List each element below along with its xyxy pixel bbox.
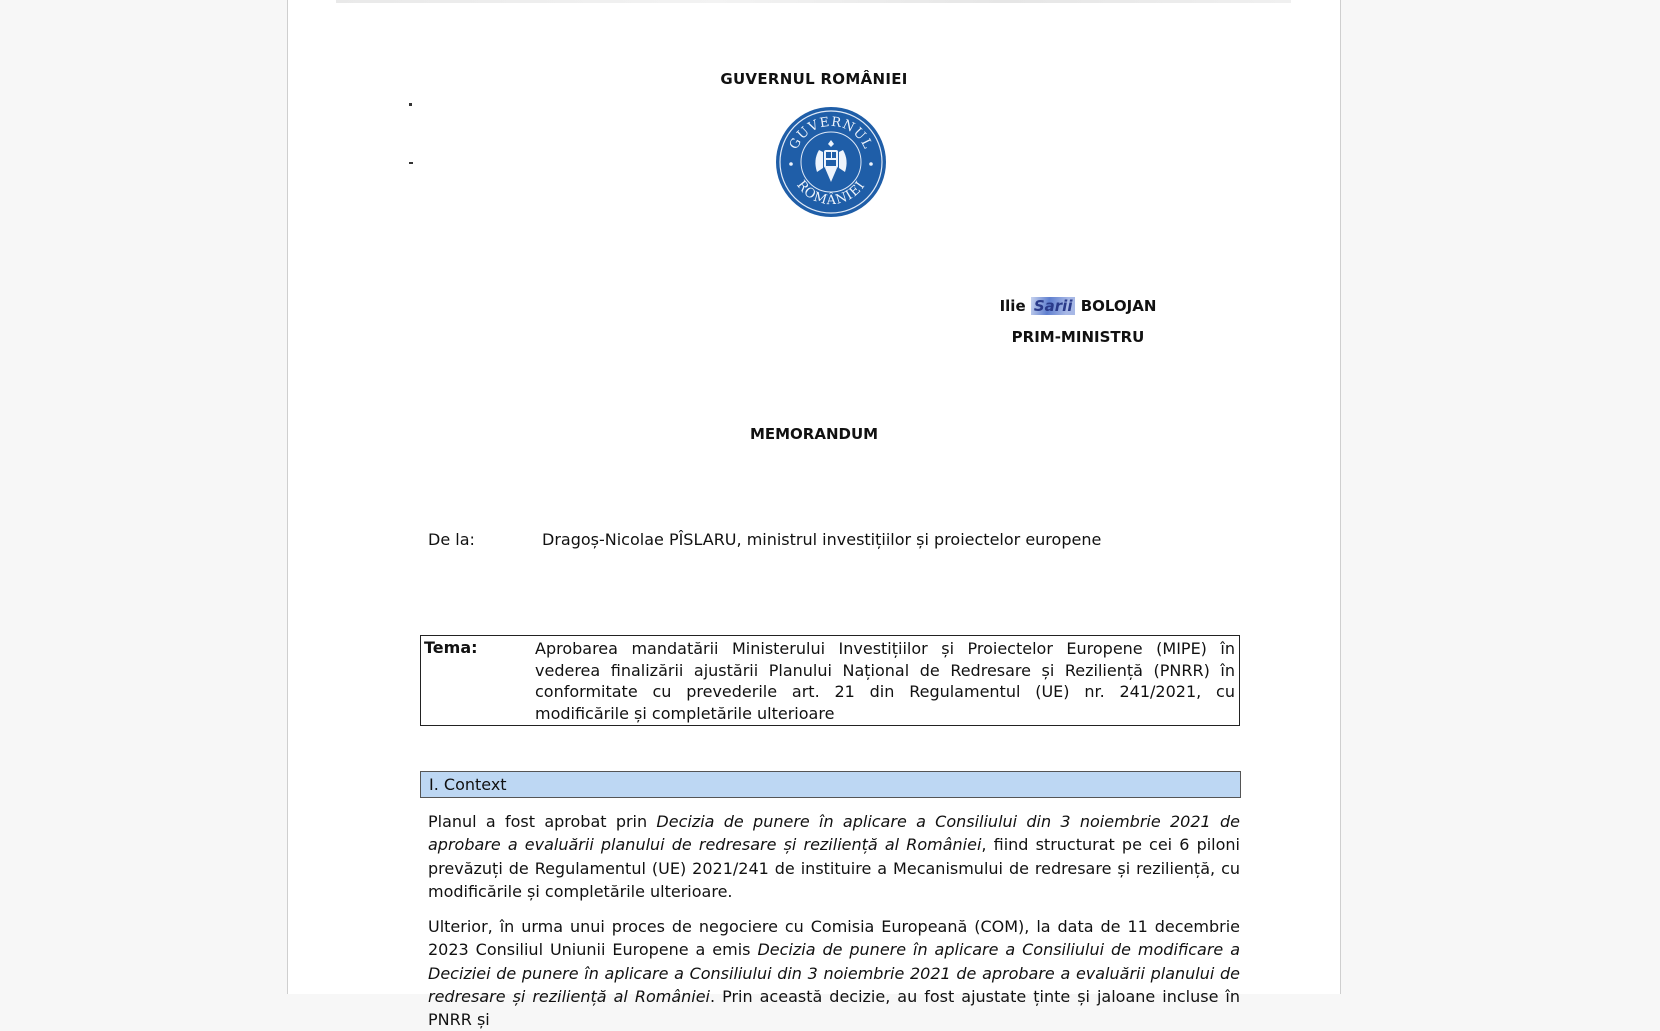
- section-header-context: [420, 771, 1241, 798]
- from-value: Dragoș-Nicolae PÎSLARU, ministrul investițiilor și proiectelor europene: [542, 530, 1102, 549]
- svg-text:GUVERNUL: GUVERNUL: [786, 114, 876, 152]
- government-header: GUVERNUL ROMÂNIEI: [720, 70, 908, 88]
- signatory-name: Ilie Sarii BOLOJAN: [999, 297, 1157, 315]
- memo-title: MEMORANDUM: [749, 425, 879, 443]
- scan-edge: [336, 0, 1291, 3]
- subject-box: [420, 635, 1240, 726]
- subject-text: Aprobarea mandatării Ministerului Investițiilor și Proiectelor Europene (MIPE) în vederea finalizării ajustării Planului Național de Redresare și Reziliență (PNRR) în conformitate cu prevederile art. 21 din Regulamentul (UE) nr. 241/2021, cu modificările și completările ulterioare: [535, 639, 1235, 723]
- government-seal-icon: [775, 106, 887, 218]
- document-page: [287, 0, 1341, 1030]
- svg-text:ROMÂNIEI: ROMÂNIEI: [793, 177, 869, 209]
- paragraph-1: Planul a fost aprobat prin Decizia de punere în aplicare a Consiliului din 3 noiembrie 2021 de aprobare a evaluării planului de redresare și reziliență al României, fiind structurat pe cei 6 piloni prevăzuți de Regulamentul (UE) 2021/241 de instituire a Mecanismului de redresare și reziliență, cu modificările și completările ulterioare.: [428, 812, 1240, 901]
- scan-mark: [409, 103, 412, 106]
- from-label: De la:: [428, 530, 475, 549]
- subject-label: Tema:: [424, 638, 478, 657]
- signatory-role: PRIM-MINISTRU: [1011, 328, 1145, 346]
- section-title: I. Context: [429, 775, 507, 794]
- paragraph-2: Ulterior, în urma unui proces de negociere cu Comisia Europeană (COM), la data de 11 decembrie 2023 Consiliul Uniunii Europene a emis Decizia de punere în aplicare a Consiliului de modificare a Deciziei de punere în aplicare a Consiliului din 3 noiembrie 2021 de aprobare a evaluării planului de redresare și reziliență al României. Prin această decizie, au fost ajustate ținte și jaloane incluse în PNRR și: [428, 917, 1241, 1030]
- handwritten-signature: Sarii: [1031, 297, 1076, 315]
- scan-mark: [409, 162, 413, 164]
